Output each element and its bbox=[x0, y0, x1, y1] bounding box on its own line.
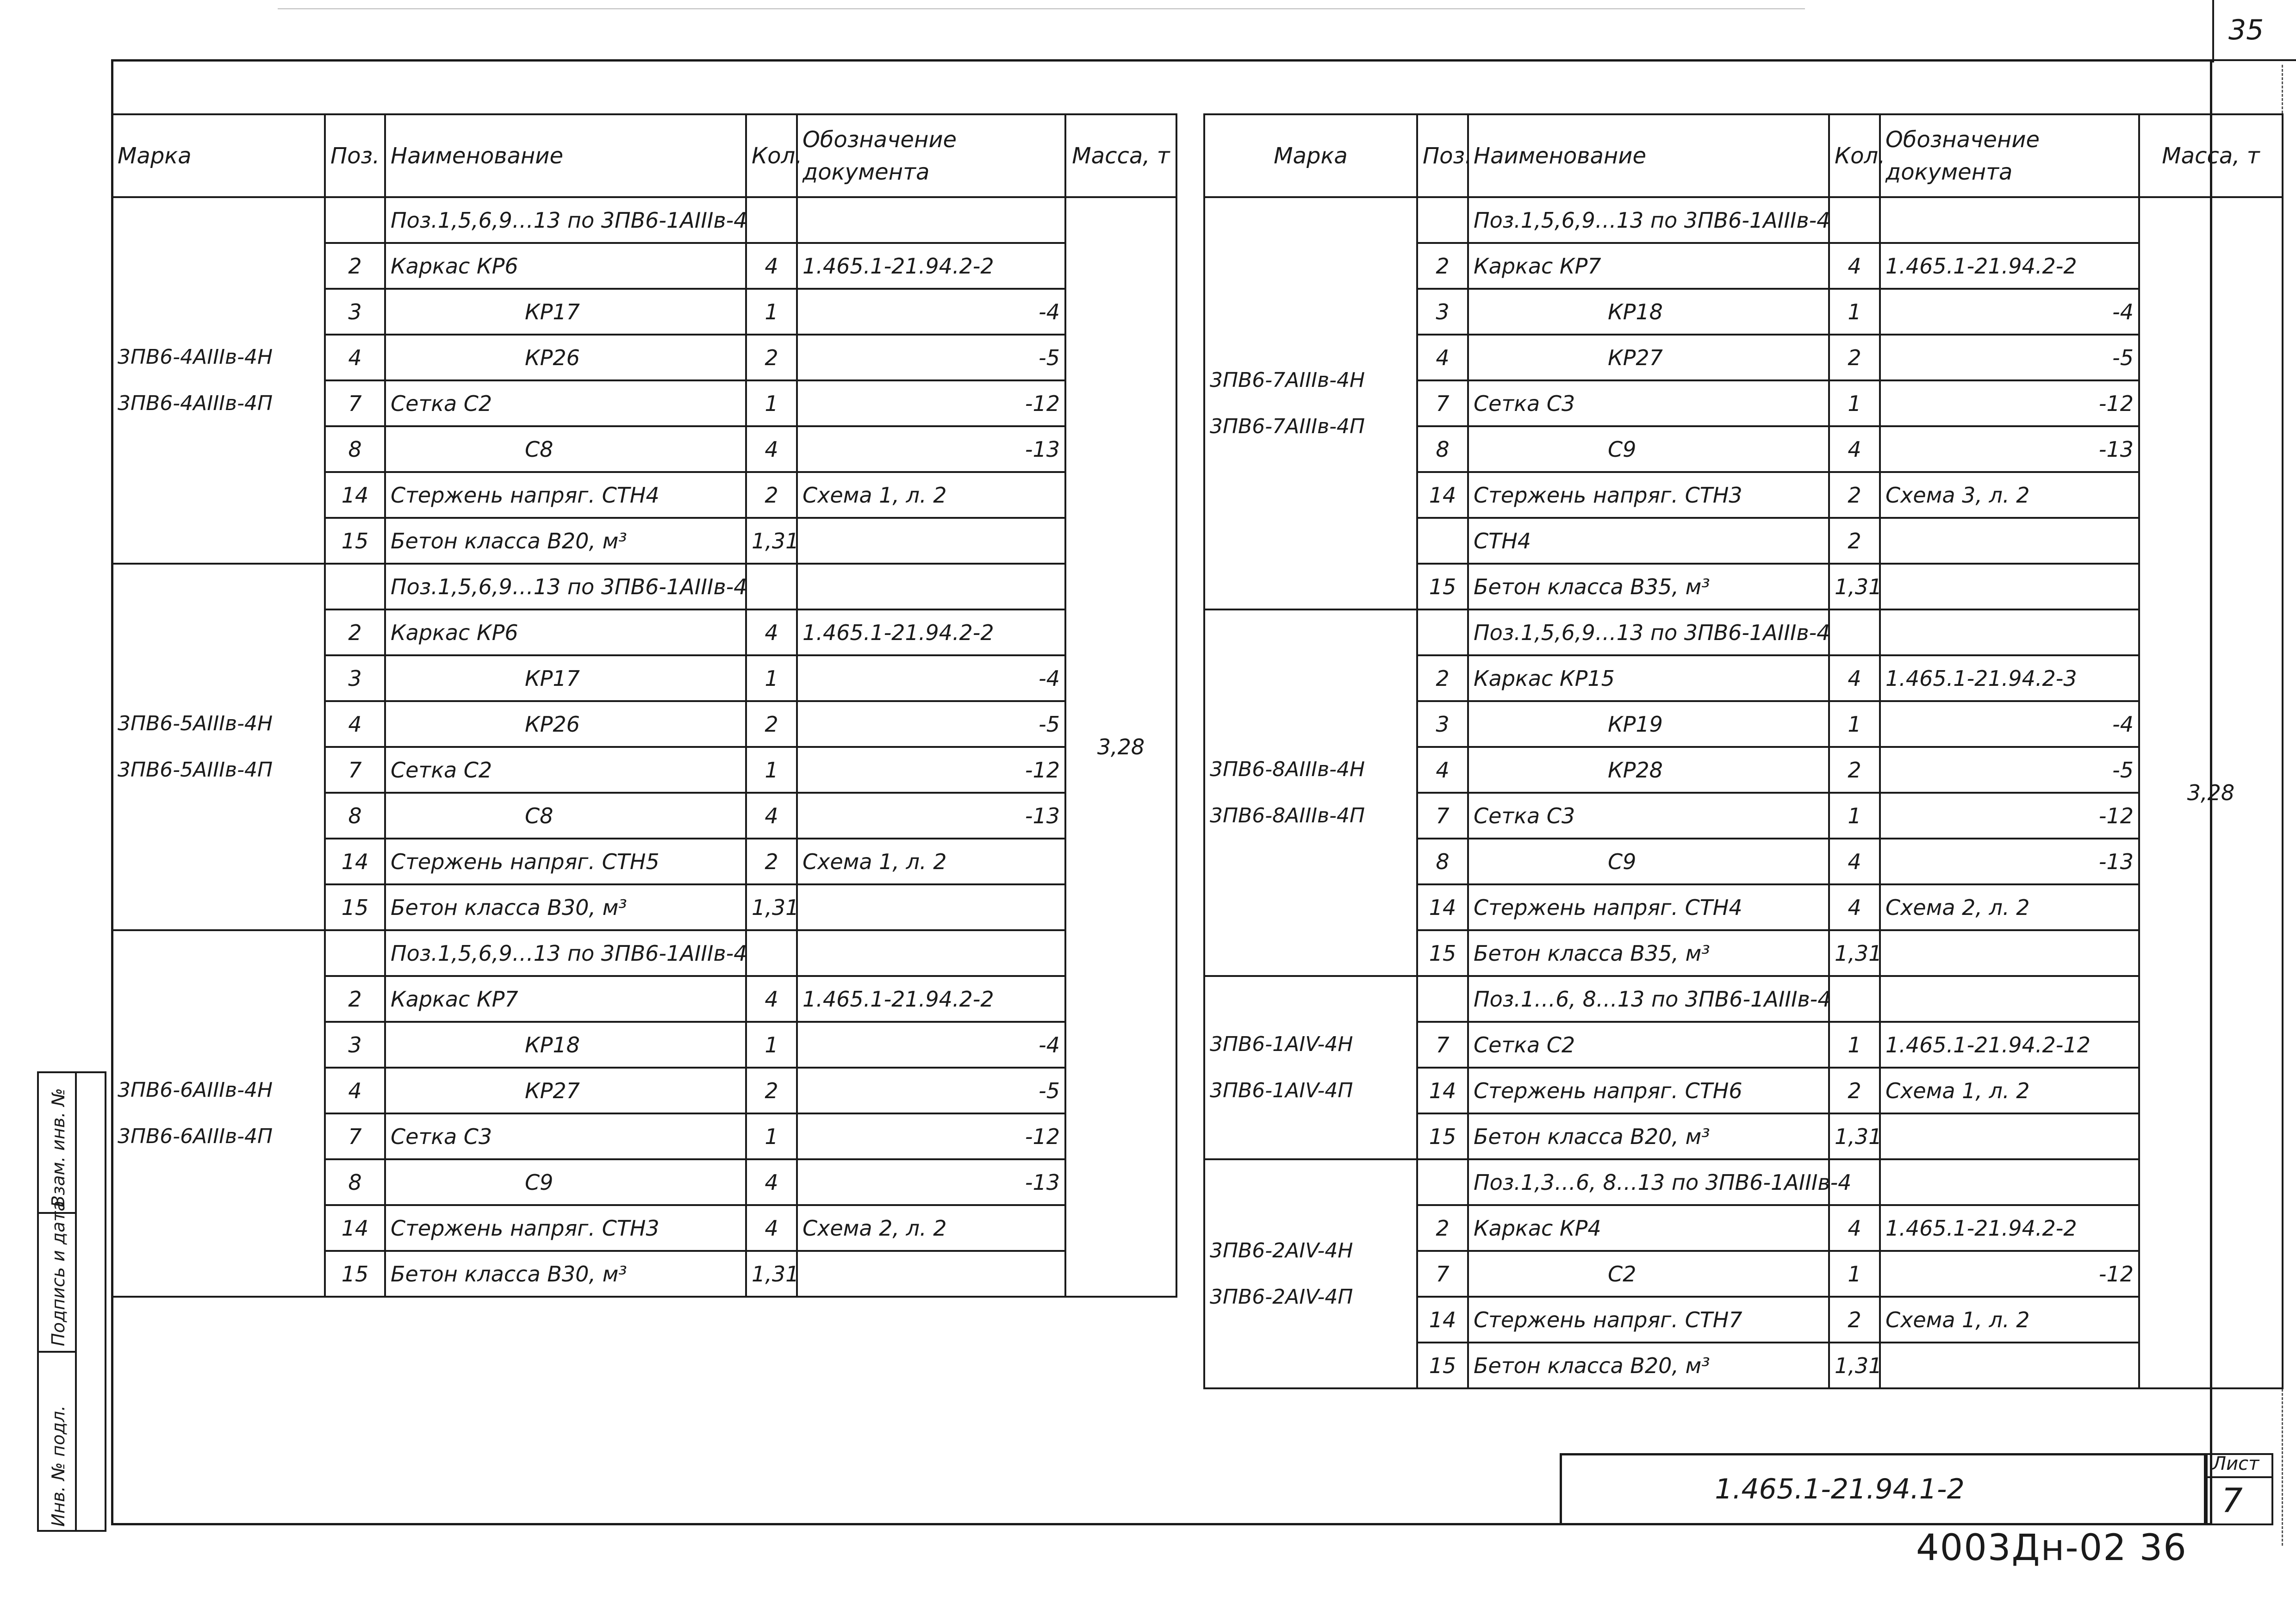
name-cell: КР27 bbox=[385, 1068, 746, 1113]
name-cell: Стержень напряг. СТН5 bbox=[385, 839, 746, 884]
position-cell bbox=[325, 564, 385, 609]
position-cell bbox=[325, 197, 385, 243]
document-cell: 1.465.1-21.94.2-2 bbox=[1880, 243, 2139, 289]
position-cell bbox=[1417, 518, 1468, 564]
marka-label: 3ПВ6-8АIIIв-4Н bbox=[1210, 758, 1365, 781]
name-cell: Сетка С2 bbox=[1468, 1022, 1829, 1068]
name-cell: КР18 bbox=[1468, 289, 1829, 335]
sidebar-label-signature: Подпись и дата bbox=[48, 1200, 68, 1346]
approval-sidebar bbox=[37, 1071, 106, 1532]
name-cell: Стержень напряг. СТН4 bbox=[1468, 884, 1829, 930]
quantity-cell bbox=[1829, 609, 1880, 655]
name-cell: Поз.1,5,6,9…13 по 3ПВ6-1АIIIв-4 bbox=[385, 197, 746, 243]
document-cell: -4 bbox=[797, 655, 1065, 701]
spec-table-left bbox=[111, 113, 1177, 1298]
position-cell bbox=[1417, 976, 1468, 1022]
table-header-row bbox=[112, 114, 1176, 197]
name-cell: Бетон класса В20, м³ bbox=[1468, 1343, 1829, 1388]
document-code: 1.465.1-21.94.1-2 bbox=[1715, 1473, 1965, 1505]
quantity-cell: 1,31 bbox=[1829, 1343, 1880, 1388]
marka-cell bbox=[112, 930, 325, 1297]
name-cell: Поз.1,5,6,9…13 по 3ПВ6-1АIIIв-4 bbox=[385, 930, 746, 976]
position-cell: 15 bbox=[1417, 1343, 1468, 1388]
position-cell: 7 bbox=[1417, 380, 1468, 426]
position-cell: 4 bbox=[325, 701, 385, 747]
name-cell: КР19 bbox=[1468, 701, 1829, 747]
marka-label: 3ПВ6-7АIIIв-4Н bbox=[1210, 368, 1365, 392]
sheet-number: 7 bbox=[2221, 1481, 2243, 1520]
name-cell: Стержень напряг. СТН4 bbox=[385, 472, 746, 518]
document-cell: -12 bbox=[1880, 1251, 2139, 1297]
name-cell: КР26 bbox=[385, 335, 746, 380]
table-row bbox=[1204, 1159, 2283, 1205]
quantity-cell: 4 bbox=[746, 1159, 797, 1205]
document-cell: Схема 2, л. 2 bbox=[1880, 884, 2139, 930]
document-cell: -12 bbox=[1880, 380, 2139, 426]
quantity-cell: 4 bbox=[1829, 1205, 1880, 1251]
document-cell: -12 bbox=[1880, 793, 2139, 839]
quantity-cell: 1 bbox=[746, 289, 797, 335]
position-cell: 3 bbox=[1417, 701, 1468, 747]
document-cell: -13 bbox=[1880, 839, 2139, 884]
archive-code: 4003Дн-02 36 bbox=[1916, 1527, 2187, 1569]
marka-label: 3ПВ6-4АIIIв-4П bbox=[118, 392, 273, 415]
name-cell: КР28 bbox=[1468, 747, 1829, 793]
name-cell: СТН4 bbox=[1468, 518, 1829, 564]
position-cell: 8 bbox=[325, 426, 385, 472]
position-cell: 2 bbox=[1417, 243, 1468, 289]
quantity-cell: 1,31 bbox=[746, 1251, 797, 1297]
name-cell: Каркас КР4 bbox=[1468, 1205, 1829, 1251]
scan-artifact-line bbox=[278, 8, 1805, 9]
marka-label: 3ПВ6-4АIIIв-4Н bbox=[118, 345, 273, 369]
position-cell: 15 bbox=[325, 1251, 385, 1297]
document-cell: -12 bbox=[797, 747, 1065, 793]
sidebar-divider bbox=[39, 1351, 75, 1353]
position-cell: 14 bbox=[1417, 884, 1468, 930]
position-cell: 14 bbox=[1417, 1297, 1468, 1343]
header-marka: Марка bbox=[1204, 114, 1417, 197]
quantity-cell: 1,31 bbox=[1829, 564, 1880, 609]
position-cell: 4 bbox=[325, 1068, 385, 1113]
name-cell: Стержень напряг. СТН3 bbox=[385, 1205, 746, 1251]
document-cell bbox=[1880, 197, 2139, 243]
document-cell: 1.465.1-21.94.2-2 bbox=[1880, 1205, 2139, 1251]
marka-label: 3ПВ6-2АIV-4П bbox=[1210, 1285, 1353, 1309]
quantity-cell bbox=[1829, 976, 1880, 1022]
document-cell: 1.465.1-21.94.2-12 bbox=[1880, 1022, 2139, 1068]
document-cell bbox=[1880, 1159, 2139, 1205]
document-cell: -4 bbox=[1880, 289, 2139, 335]
header-name: Наименование bbox=[1468, 114, 1829, 197]
marka-label: 3ПВ6-5АIIIв-4Н bbox=[118, 712, 273, 735]
document-cell: -5 bbox=[1880, 335, 2139, 380]
document-cell: -5 bbox=[797, 335, 1065, 380]
quantity-cell: 1 bbox=[746, 1022, 797, 1068]
table-row bbox=[1204, 197, 2283, 243]
header-mass: Масса, т bbox=[2139, 114, 2283, 197]
document-cell: Схема 1, л. 2 bbox=[1880, 1068, 2139, 1113]
name-cell: С9 bbox=[1468, 839, 1829, 884]
sidebar-label-inv: Инв. № подл. bbox=[48, 1405, 68, 1527]
sheet-box-divider bbox=[2204, 1476, 2273, 1478]
position-cell bbox=[1417, 609, 1468, 655]
quantity-cell: 1 bbox=[746, 747, 797, 793]
quantity-cell: 4 bbox=[746, 793, 797, 839]
marka-cell bbox=[1204, 1159, 1417, 1388]
document-cell: Схема 1, л. 2 bbox=[797, 472, 1065, 518]
document-cell bbox=[797, 884, 1065, 930]
document-cell bbox=[1880, 609, 2139, 655]
position-cell: 7 bbox=[325, 747, 385, 793]
document-cell bbox=[797, 930, 1065, 976]
table-row bbox=[112, 930, 1176, 976]
position-cell: 14 bbox=[325, 472, 385, 518]
quantity-cell: 2 bbox=[746, 472, 797, 518]
position-cell: 8 bbox=[325, 793, 385, 839]
quantity-cell: 1,31 bbox=[746, 518, 797, 564]
document-cell bbox=[1880, 1343, 2139, 1388]
position-cell bbox=[1417, 197, 1468, 243]
page-number-box-bottom bbox=[2212, 59, 2296, 61]
name-cell: Бетон класса В20, м³ bbox=[1468, 1113, 1829, 1159]
document-cell bbox=[1880, 1113, 2139, 1159]
header-qty: Кол. bbox=[746, 114, 797, 197]
quantity-cell: 4 bbox=[746, 243, 797, 289]
document-cell: -13 bbox=[797, 426, 1065, 472]
name-cell: КР27 bbox=[1468, 335, 1829, 380]
marka-label: 3ПВ6-2АIV-4Н bbox=[1210, 1238, 1353, 1262]
quantity-cell: 1 bbox=[746, 380, 797, 426]
position-cell: 14 bbox=[1417, 1068, 1468, 1113]
position-cell: 7 bbox=[1417, 1251, 1468, 1297]
name-cell: Поз.1,5,6,9…13 по 3ПВ6-1АIIIв-4 bbox=[1468, 197, 1829, 243]
position-cell: 2 bbox=[1417, 1205, 1468, 1251]
marka-label: 3ПВ6-8АIIIв-4П bbox=[1210, 804, 1365, 827]
position-cell: 7 bbox=[1417, 793, 1468, 839]
position-cell: 2 bbox=[1417, 655, 1468, 701]
name-cell: Поз.1…6, 8…13 по 3ПВ6-1АIIIв-4 bbox=[1468, 976, 1829, 1022]
document-cell bbox=[797, 1251, 1065, 1297]
name-cell: Поз.1,5,6,9…13 по 3ПВ6-1АIIIв-4 bbox=[385, 564, 746, 609]
name-cell: С2 bbox=[1468, 1251, 1829, 1297]
name-cell: Бетон класса В30, м³ bbox=[385, 1251, 746, 1297]
table-row bbox=[112, 197, 1176, 243]
name-cell: Стержень напряг. СТН3 bbox=[1468, 472, 1829, 518]
document-cell: 1.465.1-21.94.2-3 bbox=[1880, 655, 2139, 701]
position-cell: 14 bbox=[1417, 472, 1468, 518]
position-cell: 15 bbox=[1417, 1113, 1468, 1159]
position-cell bbox=[1417, 1159, 1468, 1205]
page-number: 35 bbox=[2228, 14, 2264, 46]
quantity-cell: 2 bbox=[1829, 472, 1880, 518]
position-cell: 15 bbox=[325, 518, 385, 564]
document-cell: -13 bbox=[797, 793, 1065, 839]
marka-label: 3ПВ6-7АIIIв-4П bbox=[1210, 414, 1365, 438]
page-number-box-border bbox=[2212, 0, 2214, 62]
quantity-cell: 2 bbox=[746, 1068, 797, 1113]
document-cell: -5 bbox=[797, 701, 1065, 747]
position-cell: 15 bbox=[1417, 564, 1468, 609]
marka-cell bbox=[1204, 197, 1417, 609]
table-row bbox=[1204, 976, 2283, 1022]
quantity-cell: 4 bbox=[1829, 655, 1880, 701]
name-cell: Поз.1,3…6, 8…13 по 3ПВ6-1АIIIв-4 bbox=[1468, 1159, 1829, 1205]
name-cell: Сетка С3 bbox=[385, 1113, 746, 1159]
quantity-cell: 1 bbox=[746, 655, 797, 701]
position-cell: 8 bbox=[1417, 839, 1468, 884]
name-cell: КР17 bbox=[385, 655, 746, 701]
document-cell: 1.465.1-21.94.2-2 bbox=[797, 609, 1065, 655]
position-cell: 7 bbox=[1417, 1022, 1468, 1068]
quantity-cell: 1 bbox=[1829, 793, 1880, 839]
quantity-cell: 1,31 bbox=[1829, 1113, 1880, 1159]
marka-cell bbox=[1204, 976, 1417, 1159]
position-cell: 4 bbox=[1417, 747, 1468, 793]
quantity-cell: 1 bbox=[1829, 1251, 1880, 1297]
header-doc: Обозначение документа bbox=[1880, 114, 2139, 197]
mass-cell: 3,28 bbox=[1065, 197, 1176, 1297]
marka-label: 3ПВ6-1АIV-4Н bbox=[1210, 1032, 1353, 1056]
name-cell: КР18 bbox=[385, 1022, 746, 1068]
document-cell bbox=[1880, 930, 2139, 976]
position-cell: 14 bbox=[325, 839, 385, 884]
name-cell: Бетон класса В30, м³ bbox=[385, 884, 746, 930]
table-row bbox=[1204, 609, 2283, 655]
marka-cell bbox=[112, 197, 325, 564]
marka-label: 3ПВ6-6АIIIв-4П bbox=[118, 1125, 273, 1148]
marka-cell bbox=[112, 564, 325, 930]
document-cell: -12 bbox=[797, 1113, 1065, 1159]
document-cell: 1.465.1-21.94.2-2 bbox=[797, 243, 1065, 289]
name-cell: КР26 bbox=[385, 701, 746, 747]
document-cell bbox=[797, 564, 1065, 609]
document-cell: -4 bbox=[797, 289, 1065, 335]
quantity-cell: 4 bbox=[1829, 884, 1880, 930]
document-cell: -13 bbox=[1880, 426, 2139, 472]
position-cell: 3 bbox=[325, 289, 385, 335]
name-cell: КР17 bbox=[385, 289, 746, 335]
quantity-cell: 4 bbox=[746, 976, 797, 1022]
position-cell: 4 bbox=[1417, 335, 1468, 380]
name-cell: Каркас КР6 bbox=[385, 609, 746, 655]
name-cell: С9 bbox=[1468, 426, 1829, 472]
mass-cell: 3,28 bbox=[2139, 197, 2283, 1388]
marka-label: 3ПВ6-1АIV-4П bbox=[1210, 1079, 1353, 1102]
name-cell: Каркас КР7 bbox=[1468, 243, 1829, 289]
quantity-cell: 2 bbox=[1829, 335, 1880, 380]
document-cell: -4 bbox=[1880, 701, 2139, 747]
document-cell: -5 bbox=[797, 1068, 1065, 1113]
name-cell: С8 bbox=[385, 793, 746, 839]
document-cell: Схема 3, л. 2 bbox=[1880, 472, 2139, 518]
name-cell: Стержень напряг. СТН6 bbox=[1468, 1068, 1829, 1113]
position-cell: 8 bbox=[325, 1159, 385, 1205]
quantity-cell: 1 bbox=[1829, 1022, 1880, 1068]
document-cell: -5 bbox=[1880, 747, 2139, 793]
name-cell: Бетон класса В35, м³ bbox=[1468, 564, 1829, 609]
position-cell: 7 bbox=[325, 380, 385, 426]
spec-table-right bbox=[1203, 113, 2284, 1389]
name-cell: С9 bbox=[385, 1159, 746, 1205]
quantity-cell: 1 bbox=[746, 1113, 797, 1159]
name-cell: Сетка С3 bbox=[1468, 793, 1829, 839]
quantity-cell: 2 bbox=[746, 335, 797, 380]
document-cell: Схема 1, л. 2 bbox=[1880, 1297, 2139, 1343]
position-cell: 2 bbox=[325, 243, 385, 289]
sidebar-label-replace: Взам. инв. № bbox=[48, 1088, 68, 1207]
quantity-cell: 4 bbox=[1829, 839, 1880, 884]
position-cell: 4 bbox=[325, 335, 385, 380]
quantity-cell: 2 bbox=[1829, 747, 1880, 793]
document-cell: -12 bbox=[797, 380, 1065, 426]
position-cell: 3 bbox=[325, 655, 385, 701]
document-cell bbox=[797, 197, 1065, 243]
position-cell: 3 bbox=[325, 1022, 385, 1068]
name-cell: Поз.1,5,6,9…13 по 3ПВ6-1АIIIв-4 bbox=[1468, 609, 1829, 655]
position-cell: 8 bbox=[1417, 426, 1468, 472]
header-marka: Марка bbox=[112, 114, 325, 197]
position-cell: 15 bbox=[1417, 930, 1468, 976]
table-header-row bbox=[1204, 114, 2283, 197]
marka-label: 3ПВ6-6АIIIв-4Н bbox=[118, 1078, 273, 1102]
document-cell bbox=[1880, 518, 2139, 564]
position-cell: 15 bbox=[325, 884, 385, 930]
quantity-cell: 4 bbox=[746, 609, 797, 655]
table-row bbox=[112, 564, 1176, 609]
quantity-cell: 4 bbox=[746, 426, 797, 472]
position-cell: 7 bbox=[325, 1113, 385, 1159]
header-poz: Поз. bbox=[1417, 114, 1468, 197]
quantity-cell bbox=[746, 197, 797, 243]
name-cell: Каркас КР7 bbox=[385, 976, 746, 1022]
position-cell bbox=[325, 930, 385, 976]
document-cell bbox=[797, 518, 1065, 564]
marka-cell bbox=[1204, 609, 1417, 976]
quantity-cell: 2 bbox=[1829, 1068, 1880, 1113]
quantity-cell: 2 bbox=[1829, 1297, 1880, 1343]
document-cell: Схема 1, л. 2 bbox=[797, 839, 1065, 884]
header-name: Наименование bbox=[385, 114, 746, 197]
document-cell: -13 bbox=[797, 1159, 1065, 1205]
marka-label: 3ПВ6-5АIIIв-4П bbox=[118, 758, 273, 782]
position-cell: 2 bbox=[325, 976, 385, 1022]
quantity-cell: 1 bbox=[1829, 289, 1880, 335]
position-cell: 14 bbox=[325, 1205, 385, 1251]
quantity-cell: 4 bbox=[746, 1205, 797, 1251]
document-cell bbox=[1880, 564, 2139, 609]
quantity-cell: 2 bbox=[746, 839, 797, 884]
header-qty: Кол. bbox=[1829, 114, 1880, 197]
document-cell: Схема 2, л. 2 bbox=[797, 1205, 1065, 1251]
quantity-cell: 1 bbox=[1829, 701, 1880, 747]
quantity-cell: 1,31 bbox=[1829, 930, 1880, 976]
name-cell: Каркас КР6 bbox=[385, 243, 746, 289]
name-cell: Каркас КР15 bbox=[1468, 655, 1829, 701]
name-cell: Стержень напряг. СТН7 bbox=[1468, 1297, 1829, 1343]
quantity-cell bbox=[746, 930, 797, 976]
name-cell: Сетка С3 bbox=[1468, 380, 1829, 426]
name-cell: Сетка С2 bbox=[385, 747, 746, 793]
quantity-cell: 1 bbox=[1829, 380, 1880, 426]
position-cell: 3 bbox=[1417, 289, 1468, 335]
header-poz: Поз. bbox=[325, 114, 385, 197]
name-cell: Бетон класса В20, м³ bbox=[385, 518, 746, 564]
quantity-cell: 1,31 bbox=[746, 884, 797, 930]
position-cell: 2 bbox=[325, 609, 385, 655]
document-cell: -4 bbox=[797, 1022, 1065, 1068]
quantity-cell bbox=[746, 564, 797, 609]
header-mass: Масса, т bbox=[1065, 114, 1176, 197]
sheet-label: Лист bbox=[2212, 1453, 2259, 1474]
quantity-cell bbox=[1829, 197, 1880, 243]
quantity-cell: 2 bbox=[1829, 518, 1880, 564]
name-cell: Сетка С2 bbox=[385, 380, 746, 426]
name-cell: Бетон класса В35, м³ bbox=[1468, 930, 1829, 976]
document-cell bbox=[1880, 976, 2139, 1022]
quantity-cell: 2 bbox=[746, 701, 797, 747]
name-cell: С8 bbox=[385, 426, 746, 472]
document-cell: 1.465.1-21.94.2-2 bbox=[797, 976, 1065, 1022]
header-doc: Обозначение документа bbox=[797, 114, 1065, 197]
quantity-cell: 4 bbox=[1829, 426, 1880, 472]
quantity-cell: 4 bbox=[1829, 243, 1880, 289]
